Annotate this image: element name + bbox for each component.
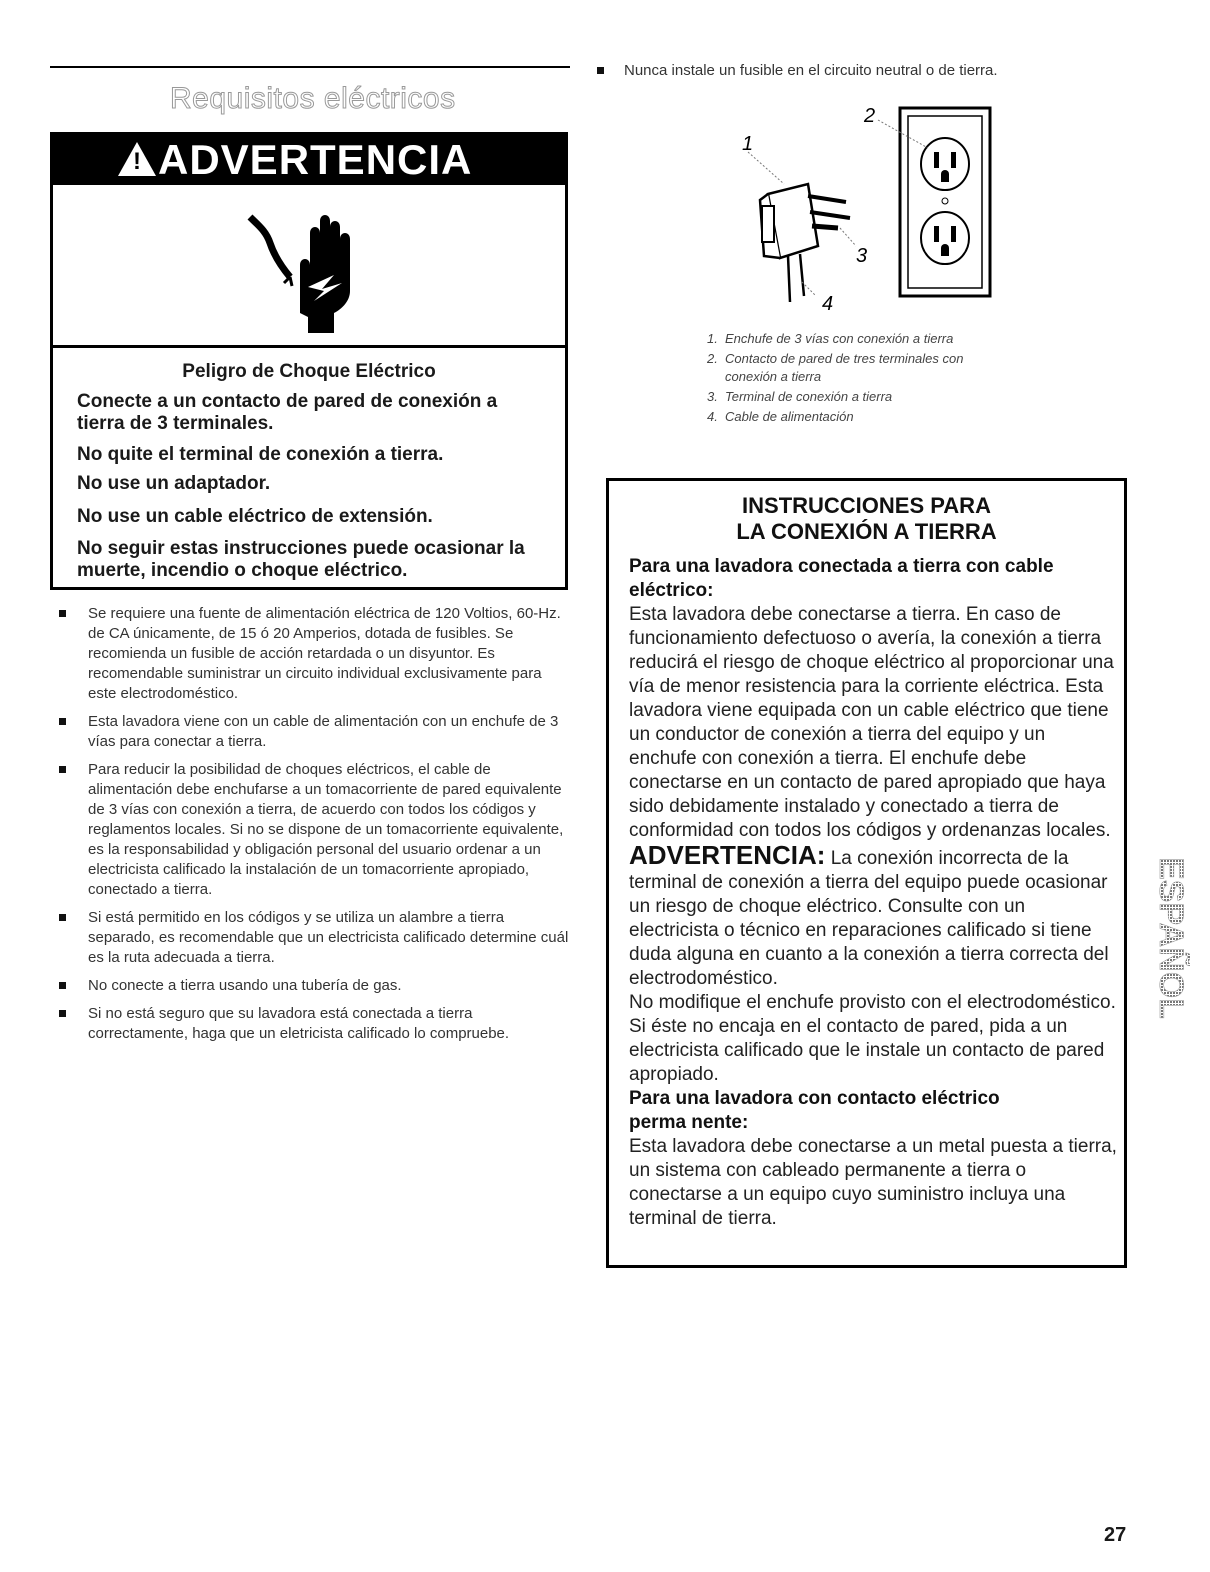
warning-line: No use un adaptador. <box>77 473 271 494</box>
advertencia-text: La conexión incorrecta de la terminal de conexión a tierra del equipo puede ocasionar un riesgo de choque eléctrico. Consulte con un electricista o técnico en reparaciones calificado si tiene duda alguna en cuanto a la conexión a tierra correcta del electrodoméstico. <box>629 848 1109 989</box>
warning-line: No quite el terminal de conexión a tierra. <box>77 444 444 465</box>
list-item-text: Esta lavadora viene con un cable de alimentación con un enchufe de 3 vías para conectar a tierra. <box>88 713 559 750</box>
subheading-permanent-a: Para una lavadora con contacto eléctrico <box>629 1088 1000 1109</box>
legend-item <box>707 350 1107 386</box>
figure-legend <box>707 330 1107 428</box>
bullet-square-icon <box>59 914 66 921</box>
bullet-square-icon <box>59 766 66 773</box>
bullet-square-icon <box>59 718 66 725</box>
side-tab-text: ESPAÑOL <box>1152 857 1190 1019</box>
list-item-text: No conecte a tierra usando una tubería de gas. <box>88 977 402 994</box>
list-item <box>58 604 570 704</box>
page-number: 27 <box>1104 1524 1127 1546</box>
warning-divider <box>53 345 565 348</box>
legend-text: Cable de alimentación <box>725 409 854 424</box>
top-rule <box>50 66 570 68</box>
grounding-title-line-2: LA CONEXIÓN A TIERRA <box>736 519 997 544</box>
list-item-text: Para reducir la posibilidad de choques eléctricos, el cable de alimentación debe enchufarse a un tomacorriente de pared equivalente de 3 vías con conexión a tierra, de acuerdo con todos los códigos y reglamentos locales. Si no se dispone de un tomacorriente equivalente, es la responsabilidad y obligación personal del usuario ordenar a un electricista calificado la instalación de un tomacorriente apropiado, conectado a tierra. <box>88 761 564 898</box>
legend-item <box>707 388 1107 406</box>
warning-heading: Peligro de Choque Eléctrico <box>182 361 436 382</box>
paragraph-plug: No modifique el enchufe provisto con el electrodoméstico. Si éste no encaja en el contacto de pared, pida a un electricista calificado que le instale un contacto de pared apropiado. <box>629 992 1116 1085</box>
warning-banner <box>53 135 565 185</box>
fuse-note-text: Nunca instale un fusible en el circuito neutral o de tierra. <box>624 62 998 79</box>
electric-shock-hand-icon <box>238 195 388 335</box>
legend-text: Contacto de pared de tres terminales con <box>725 351 964 366</box>
bullet-square-icon <box>59 610 66 617</box>
requirements-list <box>58 604 570 1052</box>
callout-3: 3 <box>856 245 868 267</box>
grounding-content <box>629 555 1117 1231</box>
legend-text-continued: conexión a tierra <box>725 369 822 384</box>
grounding-title-line-1: INSTRUCCIONES PARA <box>742 493 991 518</box>
advertencia-label: ADVERTENCIA: <box>629 840 826 870</box>
grounded-outlet-figure <box>700 96 1000 316</box>
subheading-cord-connected: Para una lavadora conectada a tierra con cable eléctrico: <box>629 556 1054 601</box>
list-item <box>58 976 570 996</box>
paragraph-cord-connected: Esta lavadora debe conectarse a tierra. En caso de funcionamiento defectuoso o avería, la conexión a tierra reducirá el riesgo de choque eléctrico al proporcionar una vía de menor resistencia para la corriente eléctrica. Esta lavadora viene equipada con un cable eléctrico que tiene un conductor de conexión a tierra del equipo y un enchufe con conexión a tierra. El enchufe debe conectarse en un contacto de pared apropiado que haya sido debidamente instalado y conectado a tierra de conformidad con todos los códigos y ordenanzas locales. <box>629 604 1114 841</box>
list-item-text: Se requiere una fuente de alimentación eléctrica de 120 Voltios, 60-Hz. de CA únicamente, de 15 ó 20 Amperios, dotada de fusibles. Se recomienda un fusible de acción retardada o un disyuntor. Es recomendable suministrar un circuito individual exclusivamente para este electrodoméstico. <box>88 605 561 702</box>
legend-text: Terminal de conexión a tierra <box>725 389 893 404</box>
list-item-text: Si está permitido en los códigos y se utiliza un alambre a tierra separado, es recomendable que un electricista calificado determine cuál es la ruta adecuada a tierra. <box>88 909 569 966</box>
warning-box <box>50 132 568 590</box>
legend-item <box>707 330 1107 348</box>
callout-4: 4 <box>822 293 834 315</box>
advertencia-paragraph <box>629 840 1117 991</box>
subheading-permanent-b: perma nente: <box>629 1112 749 1133</box>
legend-number: 2. <box>707 351 718 366</box>
list-item <box>58 908 570 968</box>
list-item <box>58 1004 570 1044</box>
legend-number: 3. <box>707 389 718 404</box>
warning-banner-text: ADVERTENCIA <box>158 136 473 183</box>
list-item-text: Si no está seguro que su lavadora está conectada a tierra correctamente, haga que un eletricista calificado lo compruebe. <box>88 1005 510 1042</box>
warning-triangle-icon: ! <box>118 142 156 176</box>
paragraph-permanent: Esta lavadora debe conectarse a un metal puesta a tierra, un sistema con cableado permanente a tierra o conectarse a un equipo cuyo suministro incluya una terminal de tierra. <box>629 1136 1117 1229</box>
legend-item <box>707 408 1107 426</box>
legend-text: Enchufe de 3 vías con conexión a tierra <box>725 331 954 346</box>
list-item <box>58 760 570 900</box>
fuse-note <box>624 62 1184 79</box>
legend-number: 1. <box>707 331 718 346</box>
callout-2: 2 <box>864 105 876 127</box>
legend-number: 4. <box>707 409 718 424</box>
section-title: Requisitos eléctricos <box>170 82 456 115</box>
grounding-title <box>609 493 1124 545</box>
bullet-square-icon <box>59 1010 66 1017</box>
list-item <box>58 712 570 752</box>
bullet-square-icon <box>597 67 604 74</box>
warning-line: No seguir estas instrucciones puede ocasionar la muerte, incendio o choque eléctrico. <box>77 538 525 581</box>
warning-line: Conecte a un contacto de pared de conexión a tierra de 3 terminales. <box>77 391 498 434</box>
grounding-instructions-box <box>606 478 1127 1268</box>
warning-line: No use un cable eléctrico de extensión. <box>77 506 433 527</box>
bullet-square-icon <box>59 982 66 989</box>
callout-1: 1 <box>742 133 754 155</box>
language-side-tab <box>1150 818 1190 1058</box>
